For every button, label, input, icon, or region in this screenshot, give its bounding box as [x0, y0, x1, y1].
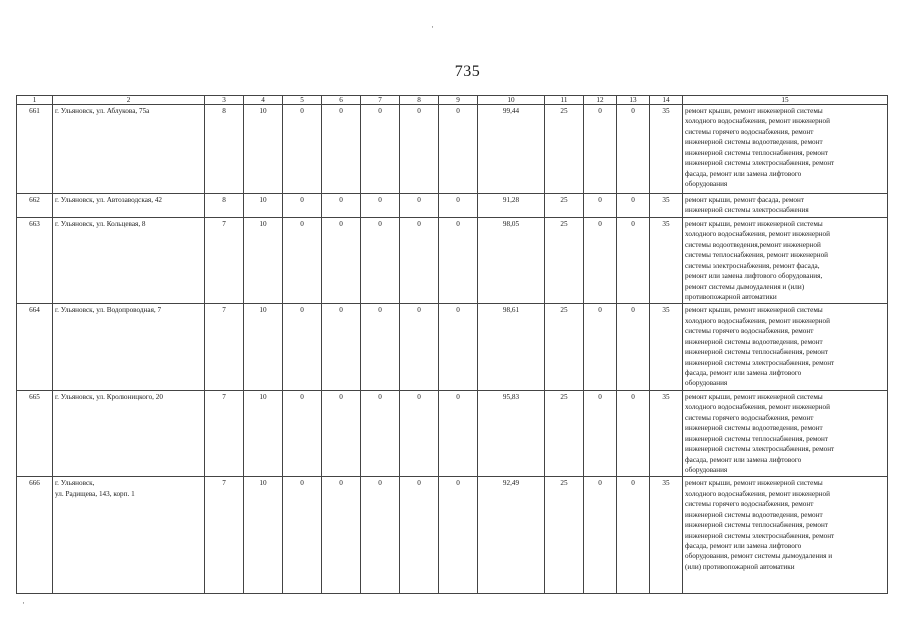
column-header: 13: [617, 96, 650, 105]
value-cell: 35: [650, 390, 683, 477]
value-cell: 0: [283, 390, 322, 477]
value-cell: 0: [584, 217, 617, 304]
table-row: [17, 105, 888, 194]
works-cell: ремонт крыши, ремонт инженерной системы холодного водоснабжения, ремонт инженерной системы горячего водоснабжения, ремонт инженерной системы водоотведения, ремонт инженерной системы теплоснабжения, ремонт инженерной системы электроснабжения, ремонт фасада, ремонт или замена лифтового оборудования: [683, 390, 888, 477]
address-cell: г. Ульяновск, ул. Кольцевая, 8: [53, 217, 205, 304]
column-header: 9: [439, 96, 478, 105]
value-cell: 0: [439, 390, 478, 477]
row-number: 665: [17, 390, 53, 477]
works-cell: ремонт крыши, ремонт инженерной системы холодного водоснабжения, ремонт инженерной системы горячего водоснабжения, ремонт инженерной системы водоотведения, ремонт инженерной системы теплоснабжения, ремонт инженерной системы электроснабжения, ремонт фасада, ремонт или замена лифтового оборудования: [683, 105, 888, 194]
value-cell: 98,61: [478, 304, 545, 391]
value-cell: 91,28: [478, 194, 545, 218]
table-row: [17, 390, 888, 477]
column-header: 11: [545, 96, 584, 105]
value-cell: 95,83: [478, 390, 545, 477]
value-cell: 0: [361, 477, 400, 594]
value-cell: 8: [205, 194, 244, 218]
value-cell: 0: [617, 217, 650, 304]
value-cell: 99,44: [478, 105, 545, 194]
value-cell: 10: [244, 105, 283, 194]
table-row: [17, 304, 888, 391]
column-header: 15: [683, 96, 888, 105]
value-cell: 0: [400, 304, 439, 391]
value-cell: 0: [584, 194, 617, 218]
row-number: 662: [17, 194, 53, 218]
register-table: [16, 95, 888, 594]
value-cell: 0: [617, 194, 650, 218]
value-cell: 0: [361, 390, 400, 477]
value-cell: 0: [439, 217, 478, 304]
column-header: 8: [400, 96, 439, 105]
column-header: 7: [361, 96, 400, 105]
column-header: 2: [53, 96, 205, 105]
value-cell: 0: [361, 194, 400, 218]
value-cell: 0: [584, 477, 617, 594]
value-cell: 8: [205, 105, 244, 194]
value-cell: 0: [283, 105, 322, 194]
column-header: 5: [283, 96, 322, 105]
value-cell: 0: [439, 194, 478, 218]
value-cell: 10: [244, 194, 283, 218]
value-cell: 10: [244, 217, 283, 304]
column-header: 12: [584, 96, 617, 105]
value-cell: 7: [205, 304, 244, 391]
value-cell: 0: [584, 105, 617, 194]
value-cell: 0: [617, 390, 650, 477]
address-cell: г. Ульяновск, ул. Автозаводская, 42: [53, 194, 205, 218]
column-header: 3: [205, 96, 244, 105]
value-cell: 0: [283, 217, 322, 304]
address-cell: г. Ульяновск, ул. Аблукова, 75а: [53, 105, 205, 194]
value-cell: 0: [584, 390, 617, 477]
value-cell: 0: [322, 105, 361, 194]
value-cell: 0: [283, 194, 322, 218]
address-cell: г. Ульяновск, ул. Радищева, 143, корп. 1: [53, 477, 205, 594]
table-row: [17, 194, 888, 218]
value-cell: 0: [283, 477, 322, 594]
value-cell: 0: [400, 217, 439, 304]
value-cell: 0: [361, 304, 400, 391]
value-cell: 25: [545, 304, 584, 391]
scan-speck: ·: [22, 598, 25, 608]
value-cell: 25: [545, 390, 584, 477]
value-cell: 35: [650, 105, 683, 194]
value-cell: 0: [439, 304, 478, 391]
value-cell: 7: [205, 217, 244, 304]
value-cell: 0: [400, 477, 439, 594]
value-cell: 35: [650, 194, 683, 218]
value-cell: 0: [400, 194, 439, 218]
works-cell: ремонт крыши, ремонт инженерной системы холодного водоснабжения, ремонт инженерной системы водоотведения,ремонт инженерной системы теплоснабжения, ремонт инженерной системы электроснабжения, ремонт фасада, ремонт или замена лифтового оборудования, ремонт системы дымоудаления и (или) противопожарной автоматики: [683, 217, 888, 304]
value-cell: 0: [322, 194, 361, 218]
value-cell: 0: [439, 105, 478, 194]
value-cell: 10: [244, 390, 283, 477]
table-row: [17, 477, 888, 594]
row-number: 666: [17, 477, 53, 594]
value-cell: 0: [322, 217, 361, 304]
value-cell: 0: [617, 304, 650, 391]
value-cell: 25: [545, 105, 584, 194]
table-header-row: [17, 96, 888, 105]
value-cell: 0: [283, 304, 322, 391]
value-cell: 25: [545, 477, 584, 594]
value-cell: 0: [617, 477, 650, 594]
value-cell: 7: [205, 390, 244, 477]
row-number: 664: [17, 304, 53, 391]
column-header: 6: [322, 96, 361, 105]
scan-speck: ·: [431, 22, 434, 32]
row-number: 661: [17, 105, 53, 194]
column-header: 10: [478, 96, 545, 105]
column-header: 14: [650, 96, 683, 105]
value-cell: 0: [617, 105, 650, 194]
value-cell: 35: [650, 304, 683, 391]
value-cell: 0: [439, 477, 478, 594]
value-cell: 35: [650, 217, 683, 304]
value-cell: 0: [584, 304, 617, 391]
value-cell: 0: [322, 390, 361, 477]
address-cell: г. Ульяновск, ул. Водопроводная, 7: [53, 304, 205, 391]
value-cell: 0: [361, 105, 400, 194]
value-cell: 10: [244, 477, 283, 594]
works-cell: ремонт крыши, ремонт инженерной системы холодного водоснабжения, ремонт инженерной системы горячего водоснабжения, ремонт инженерной системы водоотведения, ремонт инженерной системы теплоснабжения, ремонт инженерной системы электроснабжения, ремонт фасада, ремонт или замена лифтового оборудования: [683, 304, 888, 391]
works-cell: ремонт крыши, ремонт инженерной системы холодного водоснабжения, ремонт инженерной системы горячего водоснабжения, ремонт инженерной системы водоотведения, ремонт инженерной системы теплоснабжения, ремонт инженерной системы электроснабжения, ремонт фасада, ремонт или замена лифтового оборудования, ремонт системы дымоудаления и (или) противопожарной автоматики: [683, 477, 888, 594]
works-cell: ремонт крыши, ремонт фасада, ремонт инженерной системы электроснабжения: [683, 194, 888, 218]
value-cell: 25: [545, 217, 584, 304]
value-cell: 0: [322, 477, 361, 594]
value-cell: 0: [361, 217, 400, 304]
value-cell: 35: [650, 477, 683, 594]
value-cell: 0: [400, 390, 439, 477]
value-cell: 0: [400, 105, 439, 194]
value-cell: 98,05: [478, 217, 545, 304]
value-cell: 0: [322, 304, 361, 391]
page-number: 735: [454, 63, 481, 80]
row-number: 663: [17, 217, 53, 304]
value-cell: 7: [205, 477, 244, 594]
value-cell: 10: [244, 304, 283, 391]
value-cell: 92,49: [478, 477, 545, 594]
column-header: 1: [17, 96, 53, 105]
table-row: [17, 217, 888, 304]
address-cell: г. Ульяновск, ул. Кролюницкого, 20: [53, 390, 205, 477]
value-cell: 25: [545, 194, 584, 218]
column-header: 4: [244, 96, 283, 105]
